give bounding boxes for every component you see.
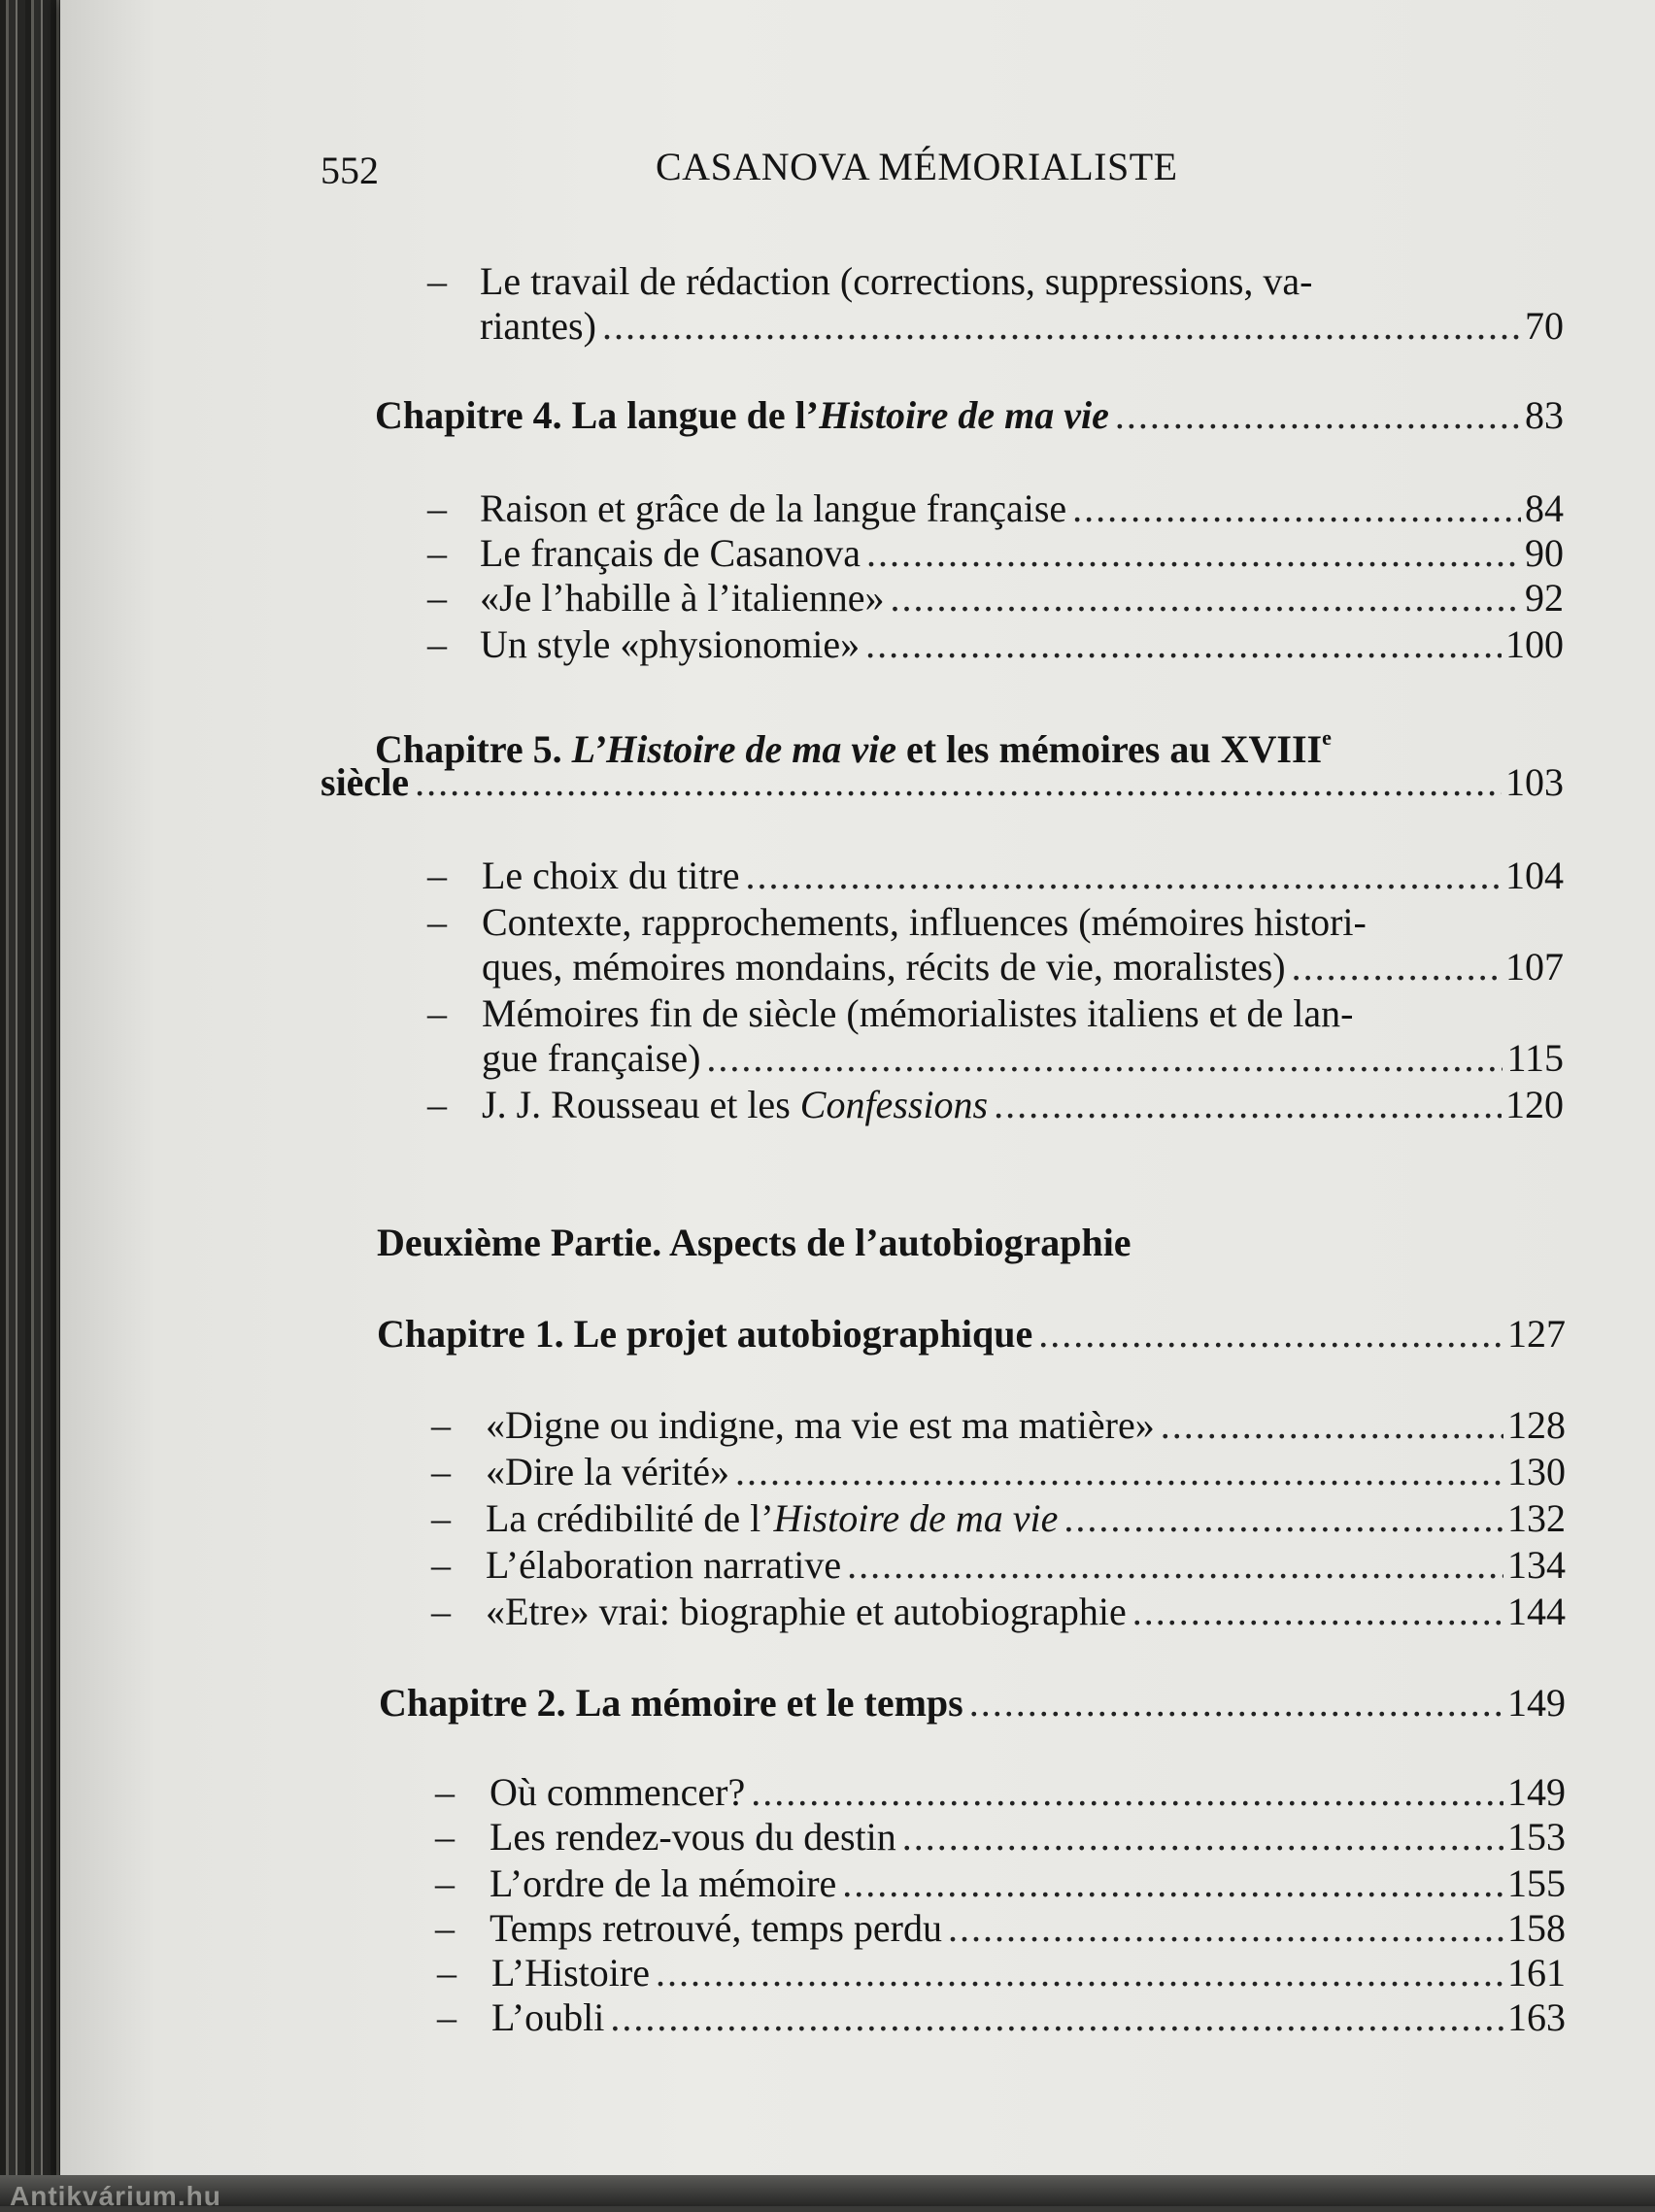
- toc-entry: [490, 1769, 1566, 1816]
- leader-dots: [994, 1082, 1502, 1128]
- leader-dots: [969, 1680, 1503, 1726]
- toc-entry-label: Le français de Casanova: [480, 531, 861, 575]
- toc-entry: [486, 1449, 1566, 1495]
- entry-dash: –: [427, 900, 447, 944]
- toc-entry-page: 144: [1507, 1590, 1566, 1633]
- toc-entry-label: Temps retrouvé, temps perdu: [490, 1906, 942, 1950]
- page-number: 552: [321, 149, 379, 192]
- toc-entry: [491, 1950, 1566, 1996]
- toc-entry: [482, 1082, 1564, 1128]
- chapter-title-italic: Histoire de ma vie: [819, 393, 1109, 437]
- entry-dash: –: [435, 1906, 455, 1950]
- toc-entry: [480, 486, 1564, 532]
- leader-dots: [602, 303, 1521, 350]
- toc-entry-label: Où commencer?: [490, 1770, 746, 1814]
- toc-entry-label: [482, 1082, 988, 1128]
- toc-entry-page: 128: [1507, 1403, 1566, 1447]
- toc-entry-label: L’ordre de la mémoire: [490, 1861, 837, 1905]
- toc-entry-page: 130: [1507, 1450, 1566, 1493]
- leader-dots: [656, 1950, 1503, 1996]
- leader-dots: [842, 1860, 1503, 1907]
- leader-dots: [1038, 1311, 1503, 1357]
- toc-entry: [486, 1495, 1566, 1542]
- entry-dash: –: [431, 1403, 451, 1447]
- leader-dots: [415, 759, 1502, 806]
- entry-dash: –: [431, 1590, 451, 1633]
- toc-entry-page: 120: [1505, 1083, 1564, 1126]
- toc-entry-label: gue française): [482, 1036, 701, 1080]
- toc-entry-label: «Etre» vrai: biographie et autobiographie: [486, 1590, 1127, 1633]
- entry-dash: –: [437, 1995, 456, 2039]
- toc-chapter-label: siècle: [321, 760, 410, 804]
- entry-dash: –: [431, 1450, 451, 1493]
- toc-chapter-label: Chapitre 2. La mémoire et le temps: [379, 1681, 963, 1725]
- entry-dash: –: [427, 854, 447, 897]
- entry-dash: –: [435, 1770, 455, 1814]
- toc-chapter-page: 83: [1525, 393, 1564, 437]
- watermark: Antikvárium.hu: [10, 2181, 221, 2211]
- entry-dash: –: [427, 486, 447, 530]
- toc-entry-page: 84: [1525, 486, 1564, 530]
- entry-dash: –: [427, 622, 447, 666]
- chapter-title-italic: L’Histoire de ma vie: [571, 727, 896, 771]
- toc-chapter-label: [375, 392, 1109, 439]
- toc-entry: [486, 1589, 1566, 1635]
- leader-dots: [706, 1035, 1503, 1082]
- entry-dash: –: [431, 1496, 451, 1540]
- toc-chapter-label: Chapitre 1. Le projet autobiographique: [377, 1312, 1033, 1356]
- toc-part-heading: Deuxième Partie. Aspects de l’autobiographie: [377, 1221, 1131, 1264]
- toc-entry-label: Raison et grâce de la langue française: [480, 486, 1067, 530]
- toc-entry-label: Les rendez-vous du destin: [490, 1815, 896, 1859]
- toc-entry: [482, 944, 1564, 990]
- leader-dots: [745, 853, 1502, 899]
- toc-entry-line1: Contexte, rapprochements, influences (mémoires histori-: [482, 900, 1367, 944]
- leader-dots: [866, 530, 1521, 577]
- toc-chapter-4: [375, 392, 1564, 439]
- chapter-title-part: et les mémoires au XVIII: [905, 727, 1323, 771]
- toc-entry-page: 132: [1507, 1496, 1566, 1540]
- toc-entry-page: 155: [1507, 1861, 1566, 1905]
- entry-dash: –: [435, 1815, 455, 1859]
- entry-dash: –: [427, 531, 447, 575]
- toc-entry-label: L’élaboration narrative: [486, 1543, 842, 1587]
- toc-entry-label: «Dire la vérité»: [486, 1450, 729, 1493]
- toc-entry: [490, 1814, 1566, 1860]
- entry-text-italic: Confessions: [799, 1083, 989, 1126]
- entry-dash: –: [431, 1543, 451, 1587]
- entry-dash: –: [437, 1951, 456, 1994]
- toc-chapter-page: 127: [1507, 1312, 1566, 1356]
- toc-entry-page: 92: [1525, 576, 1564, 620]
- toc-entry-page: 134: [1507, 1543, 1566, 1587]
- toc-entry-page: 149: [1507, 1770, 1566, 1814]
- entry-text: J. J. Rousseau et les: [482, 1083, 791, 1126]
- toc-entry-label: Un style «physionomie»: [480, 622, 861, 666]
- toc-chapter-1: [377, 1311, 1566, 1357]
- toc-chapter-5: [321, 759, 1564, 806]
- toc-chapter-page: 103: [1505, 760, 1564, 804]
- toc-entry-label: L’Histoire: [491, 1951, 650, 1994]
- leader-dots: [751, 1769, 1503, 1816]
- toc-entry: [490, 1860, 1566, 1907]
- leader-dots: [1115, 392, 1521, 439]
- toc-chapter-page: 149: [1507, 1681, 1566, 1725]
- century-superscript: e: [1322, 725, 1332, 750]
- leader-dots: [610, 1994, 1503, 2041]
- leader-dots: [1161, 1402, 1503, 1449]
- leader-dots: [1292, 944, 1502, 990]
- toc-entry-page: 90: [1525, 531, 1564, 575]
- chapter-title-part: Chapitre 4. La langue de l’: [375, 393, 820, 437]
- toc-entry-label: L’oubli: [491, 1995, 605, 2039]
- leader-dots: [847, 1542, 1503, 1589]
- toc-entry-page: 163: [1507, 1995, 1566, 2039]
- toc-entry-page: 104: [1505, 854, 1564, 897]
- leader-dots: [902, 1814, 1503, 1860]
- toc-entry-page: 100: [1505, 622, 1564, 666]
- toc-chapter-2: [379, 1680, 1566, 1726]
- leader-dots: [735, 1449, 1503, 1495]
- toc-entry: [486, 1402, 1566, 1449]
- toc-entry: [480, 575, 1564, 621]
- running-title: CASANOVA MÉMORIALISTE: [656, 145, 1178, 188]
- entry-dash: –: [427, 1083, 447, 1126]
- toc-entry-label: «Je l’habille à l’italienne»: [480, 576, 885, 620]
- toc-entry: [482, 853, 1564, 899]
- leader-dots: [1064, 1495, 1503, 1542]
- toc-entry: [480, 621, 1564, 668]
- toc-entry-label: ques, mémoires mondains, récits de vie, moralistes): [482, 945, 1286, 989]
- toc-entry-page: 115: [1506, 1036, 1564, 1080]
- toc-entry-page: 70: [1525, 304, 1564, 348]
- leader-dots: [865, 621, 1502, 668]
- toc-entry-page: 161: [1507, 1951, 1566, 1994]
- toc-entry-label: [486, 1495, 1058, 1542]
- entry-dash: –: [427, 991, 447, 1035]
- toc-entry: [490, 1905, 1566, 1952]
- toc-entry-page: 153: [1507, 1815, 1566, 1859]
- toc-entry-page: 158: [1507, 1906, 1566, 1950]
- toc-entry: [480, 303, 1564, 350]
- chapter-title-part: Chapitre 5.: [375, 727, 562, 771]
- entry-text-italic: Histoire de ma vie: [773, 1496, 1059, 1540]
- leader-dots: [948, 1905, 1503, 1952]
- entry-dash: –: [427, 259, 447, 303]
- toc-entry-page: 107: [1505, 945, 1564, 989]
- toc-entry-label: riantes): [480, 304, 596, 348]
- entry-text: La crédibilité de l’: [486, 1496, 774, 1540]
- toc-entry: [486, 1542, 1566, 1589]
- toc-entry-line1: Mémoires fin de siècle (mémorialistes italiens et de lan-: [482, 991, 1354, 1035]
- leader-dots: [891, 575, 1521, 621]
- toc-entry-label: «Digne ou indigne, ma vie est ma matière»: [486, 1403, 1155, 1447]
- toc-entry-line1: Le travail de rédaction (corrections, suppressions, va-: [480, 259, 1313, 303]
- toc-entry: [480, 530, 1564, 577]
- leader-dots: [1072, 486, 1521, 532]
- toc-entry-label: Le choix du titre: [482, 854, 740, 897]
- toc-entry: [482, 1035, 1564, 1082]
- entry-dash: –: [427, 576, 447, 620]
- toc-entry: [491, 1994, 1566, 2041]
- entry-dash: –: [435, 1861, 455, 1905]
- leader-dots: [1132, 1589, 1503, 1635]
